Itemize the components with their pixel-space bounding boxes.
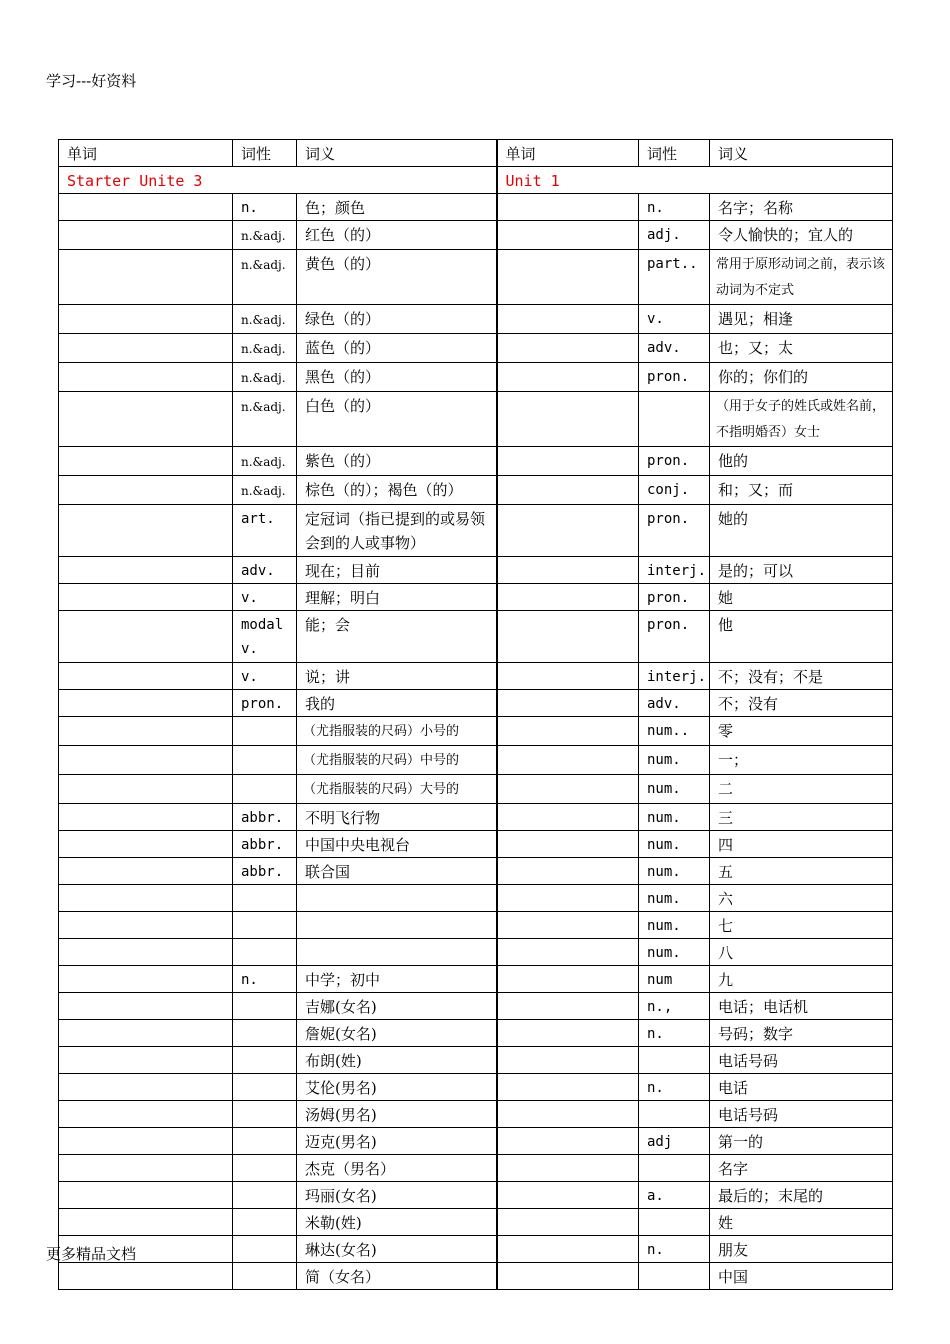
table-row [59, 221, 893, 250]
table-header-row [59, 140, 893, 167]
table-row [59, 1020, 893, 1047]
word-left [59, 966, 233, 993]
meaning-left: 联合国 [297, 858, 497, 885]
meaning-left: 艾伦(男名) [297, 1074, 497, 1101]
word-left [59, 690, 233, 717]
pos-right [639, 392, 710, 447]
pos-right: n. [639, 1236, 710, 1263]
word-right [497, 939, 639, 966]
pos-left: art. [233, 505, 297, 557]
pos-left [233, 1074, 297, 1101]
meaning-left: 蓝色（的） [297, 334, 497, 363]
pos-left [233, 1155, 297, 1182]
meaning-left: 定冠词（指已提到的或易领会到的人或事物） [297, 505, 497, 557]
word-left [59, 447, 233, 476]
table-row [59, 993, 893, 1020]
meaning-left: 米勒(姓) [297, 1209, 497, 1236]
meaning-right: 令人愉快的；宜人的 [710, 221, 893, 250]
table-row [59, 1182, 893, 1209]
meaning-right: 七 [710, 912, 893, 939]
pos-right: v. [639, 305, 710, 334]
table-row [59, 611, 893, 663]
meaning-right: 姓 [710, 1209, 893, 1236]
pos-left: n. [233, 194, 297, 221]
pos-left [233, 746, 297, 775]
meaning-right: 电话 [710, 1074, 893, 1101]
word-right [497, 1263, 639, 1290]
pos-left [233, 717, 297, 746]
pos-right: n. [639, 1020, 710, 1047]
word-left [59, 194, 233, 221]
word-left [59, 1128, 233, 1155]
meaning-right: 二 [710, 775, 893, 804]
table-row [59, 885, 893, 912]
pos-right: num. [639, 775, 710, 804]
word-left [59, 557, 233, 584]
word-left [59, 505, 233, 557]
pos-left [233, 1020, 297, 1047]
pos-right: num. [639, 831, 710, 858]
table-row [59, 1209, 893, 1236]
pos-right [639, 1047, 710, 1074]
meaning-right: 最后的；末尾的 [710, 1182, 893, 1209]
table-row [59, 447, 893, 476]
pos-right [639, 1155, 710, 1182]
header-meaning-right: 词义 [710, 140, 893, 167]
meaning-left: 杰克（男名） [297, 1155, 497, 1182]
meaning-right: 名字 [710, 1155, 893, 1182]
pos-right: adv. [639, 334, 710, 363]
table-row [59, 557, 893, 584]
meaning-right: 常用于原形动词之前，表示该动词为不定式 [710, 250, 893, 305]
pos-left [233, 1236, 297, 1263]
table-row [59, 717, 893, 746]
meaning-right: 电话号码 [710, 1101, 893, 1128]
word-left [59, 1182, 233, 1209]
word-right [497, 690, 639, 717]
word-right [497, 305, 639, 334]
meaning-left: 红色（的） [297, 221, 497, 250]
pos-right: interj. [639, 557, 710, 584]
meaning-right: 你的；你们的 [710, 363, 893, 392]
table-row [59, 746, 893, 775]
meaning-left: 棕色（的）；褐色（的） [297, 476, 497, 505]
pos-right: num [639, 966, 710, 993]
meaning-left: 詹妮(女名) [297, 1020, 497, 1047]
table-row [59, 966, 893, 993]
vocabulary-table [58, 139, 893, 1290]
meaning-left: （尤指服装的尺码）大号的 [297, 775, 497, 804]
pos-left: pron. [233, 690, 297, 717]
pos-right: n. [639, 194, 710, 221]
word-right [497, 476, 639, 505]
pos-right: n. [639, 1074, 710, 1101]
pos-left: n.&adj. [233, 250, 297, 305]
word-right [497, 858, 639, 885]
word-left [59, 1047, 233, 1074]
meaning-left [297, 939, 497, 966]
pos-left: abbr. [233, 858, 297, 885]
pos-left: n.&adj. [233, 221, 297, 250]
pos-left [233, 912, 297, 939]
meaning-right: 和；又；而 [710, 476, 893, 505]
word-right [497, 1182, 639, 1209]
pos-left: abbr. [233, 804, 297, 831]
section-title-right: Unit 1 [497, 167, 893, 194]
meaning-left [297, 885, 497, 912]
header-pos-right: 词性 [639, 140, 710, 167]
meaning-left: 琳达(女名) [297, 1236, 497, 1263]
meaning-right: 朋友 [710, 1236, 893, 1263]
header-pos-left: 词性 [233, 140, 297, 167]
pos-left [233, 939, 297, 966]
word-right [497, 1128, 639, 1155]
pos-left: abbr. [233, 831, 297, 858]
table-row [59, 476, 893, 505]
word-right [497, 447, 639, 476]
meaning-left: 布朗(姓) [297, 1047, 497, 1074]
header-word-right: 单词 [497, 140, 639, 167]
meaning-left: 紫色（的） [297, 447, 497, 476]
word-left [59, 939, 233, 966]
meaning-left: 不明飞行物 [297, 804, 497, 831]
meaning-right: 零 [710, 717, 893, 746]
pos-right: num. [639, 858, 710, 885]
word-left [59, 1101, 233, 1128]
table-row [59, 775, 893, 804]
section-title-left: Starter Unite 3 [59, 167, 497, 194]
meaning-right: 名字；名称 [710, 194, 893, 221]
meaning-right: 他 [710, 611, 893, 663]
word-left [59, 1209, 233, 1236]
table-row [59, 831, 893, 858]
meaning-left: （尤指服装的尺码）小号的 [297, 717, 497, 746]
pos-left: n.&adj. [233, 305, 297, 334]
meaning-left: 我的 [297, 690, 497, 717]
word-right [497, 221, 639, 250]
word-left [59, 334, 233, 363]
meaning-left: 黑色（的） [297, 363, 497, 392]
table-row [59, 1074, 893, 1101]
pos-right [639, 1263, 710, 1290]
meaning-left: （尤指服装的尺码）中号的 [297, 746, 497, 775]
pos-left: n.&adj. [233, 392, 297, 447]
table-row [59, 1047, 893, 1074]
pos-left [233, 885, 297, 912]
pos-left: modal v. [233, 611, 297, 663]
table-row [59, 1128, 893, 1155]
table-row [59, 505, 893, 557]
meaning-right: 也；又；太 [710, 334, 893, 363]
word-right [497, 584, 639, 611]
meaning-left: 吉娜(女名) [297, 993, 497, 1020]
page-footer: 更多精品文档 [46, 1245, 137, 1263]
meaning-left: 简（女名） [297, 1263, 497, 1290]
word-right [497, 505, 639, 557]
pos-left [233, 1047, 297, 1074]
pos-left [233, 775, 297, 804]
meaning-right: 第一的 [710, 1128, 893, 1155]
word-right [497, 1209, 639, 1236]
header-word-left: 单词 [59, 140, 233, 167]
pos-right: adj. [639, 221, 710, 250]
pos-right: part.. [639, 250, 710, 305]
word-right [497, 1101, 639, 1128]
meaning-left: 绿色（的） [297, 305, 497, 334]
table-row [59, 1263, 893, 1290]
pos-right: pron. [639, 584, 710, 611]
pos-right: a. [639, 1182, 710, 1209]
word-left [59, 1074, 233, 1101]
word-right [497, 775, 639, 804]
pos-left [233, 1182, 297, 1209]
table-row [59, 1155, 893, 1182]
meaning-right: 四 [710, 831, 893, 858]
word-left [59, 885, 233, 912]
pos-right: num. [639, 912, 710, 939]
meaning-right: 中国 [710, 1263, 893, 1290]
meaning-left: 玛丽(女名) [297, 1182, 497, 1209]
pos-left: n.&adj. [233, 334, 297, 363]
meaning-right: 五 [710, 858, 893, 885]
pos-right: num. [639, 939, 710, 966]
pos-right: pron. [639, 611, 710, 663]
pos-right [639, 1101, 710, 1128]
meaning-right: 六 [710, 885, 893, 912]
table-row [59, 363, 893, 392]
word-right [497, 966, 639, 993]
pos-right: num. [639, 885, 710, 912]
pos-left: n. [233, 966, 297, 993]
table-row [59, 663, 893, 690]
word-left [59, 1155, 233, 1182]
table-row [59, 804, 893, 831]
meaning-right: 八 [710, 939, 893, 966]
word-left [59, 392, 233, 447]
pos-right: pron. [639, 363, 710, 392]
meaning-right: （用于女子的姓氏或姓名前，不指明婚否）女士 [710, 392, 893, 447]
meaning-right: 她 [710, 584, 893, 611]
pos-left [233, 993, 297, 1020]
meaning-right: 九 [710, 966, 893, 993]
word-right [497, 831, 639, 858]
word-right [497, 1074, 639, 1101]
table-row [59, 305, 893, 334]
word-left [59, 663, 233, 690]
word-left [59, 1020, 233, 1047]
word-left [59, 746, 233, 775]
pos-left: n.&adj. [233, 447, 297, 476]
pos-right: adv. [639, 690, 710, 717]
word-right [497, 885, 639, 912]
pos-right: pron. [639, 505, 710, 557]
pos-right: interj. [639, 663, 710, 690]
pos-right: conj. [639, 476, 710, 505]
meaning-left [297, 912, 497, 939]
word-right [497, 912, 639, 939]
meaning-right: 一； [710, 746, 893, 775]
table-row [59, 912, 893, 939]
pos-left: adv. [233, 557, 297, 584]
word-right [497, 194, 639, 221]
pos-right: num. [639, 746, 710, 775]
word-right [497, 717, 639, 746]
meaning-left: 迈克(男名) [297, 1128, 497, 1155]
word-right [497, 663, 639, 690]
meaning-right: 不；没有；不是 [710, 663, 893, 690]
word-left [59, 611, 233, 663]
page-header: 学习---好资料 [46, 72, 137, 90]
meaning-left: 理解；明白 [297, 584, 497, 611]
pos-left: n.&adj. [233, 363, 297, 392]
meaning-left: 能；会 [297, 611, 497, 663]
table-row [59, 690, 893, 717]
pos-right: adj [639, 1128, 710, 1155]
word-left [59, 804, 233, 831]
table-row [59, 1236, 893, 1263]
word-right [497, 1020, 639, 1047]
pos-left: v. [233, 584, 297, 611]
pos-left: v. [233, 663, 297, 690]
meaning-right: 他的 [710, 447, 893, 476]
pos-left [233, 1101, 297, 1128]
pos-left [233, 1128, 297, 1155]
word-left [59, 476, 233, 505]
word-left [59, 775, 233, 804]
section-row [59, 167, 893, 194]
pos-left [233, 1263, 297, 1290]
meaning-right: 她的 [710, 505, 893, 557]
word-right [497, 250, 639, 305]
meaning-right: 号码；数字 [710, 1020, 893, 1047]
pos-right [639, 1209, 710, 1236]
word-right [497, 993, 639, 1020]
word-right [497, 334, 639, 363]
word-left [59, 831, 233, 858]
word-left [59, 250, 233, 305]
pos-left: n.&adj. [233, 476, 297, 505]
word-right [497, 1236, 639, 1263]
word-right [497, 1047, 639, 1074]
table-row [59, 392, 893, 447]
word-right [497, 557, 639, 584]
word-left [59, 912, 233, 939]
word-right [497, 363, 639, 392]
meaning-left: 黄色（的） [297, 250, 497, 305]
word-right [497, 804, 639, 831]
table-row [59, 1101, 893, 1128]
meaning-left: 汤姆(男名) [297, 1101, 497, 1128]
table-row [59, 250, 893, 305]
meaning-left: 中学；初中 [297, 966, 497, 993]
pos-right: pron. [639, 447, 710, 476]
word-left [59, 993, 233, 1020]
pos-right: n., [639, 993, 710, 1020]
word-left [59, 1263, 233, 1290]
word-left [59, 858, 233, 885]
meaning-left: 说；讲 [297, 663, 497, 690]
word-left [59, 584, 233, 611]
meaning-left: 中国中央电视台 [297, 831, 497, 858]
word-right [497, 392, 639, 447]
meaning-right: 不；没有 [710, 690, 893, 717]
meaning-right: 三 [710, 804, 893, 831]
table-row [59, 334, 893, 363]
word-left [59, 363, 233, 392]
meaning-left: 色；颜色 [297, 194, 497, 221]
meaning-right: 电话；电话机 [710, 993, 893, 1020]
word-left [59, 305, 233, 334]
pos-right: num.. [639, 717, 710, 746]
meaning-left: 白色（的） [297, 392, 497, 447]
word-right [497, 746, 639, 775]
table-row [59, 194, 893, 221]
word-left [59, 221, 233, 250]
pos-right: num. [639, 804, 710, 831]
meaning-right: 是的；可以 [710, 557, 893, 584]
word-right [497, 611, 639, 663]
meaning-right: 电话号码 [710, 1047, 893, 1074]
pos-left [233, 1209, 297, 1236]
table-row [59, 858, 893, 885]
header-meaning-left: 词义 [297, 140, 497, 167]
table-row [59, 939, 893, 966]
meaning-right: 遇见；相逢 [710, 305, 893, 334]
word-right [497, 1155, 639, 1182]
meaning-left: 现在；目前 [297, 557, 497, 584]
word-left [59, 717, 233, 746]
table-row [59, 584, 893, 611]
